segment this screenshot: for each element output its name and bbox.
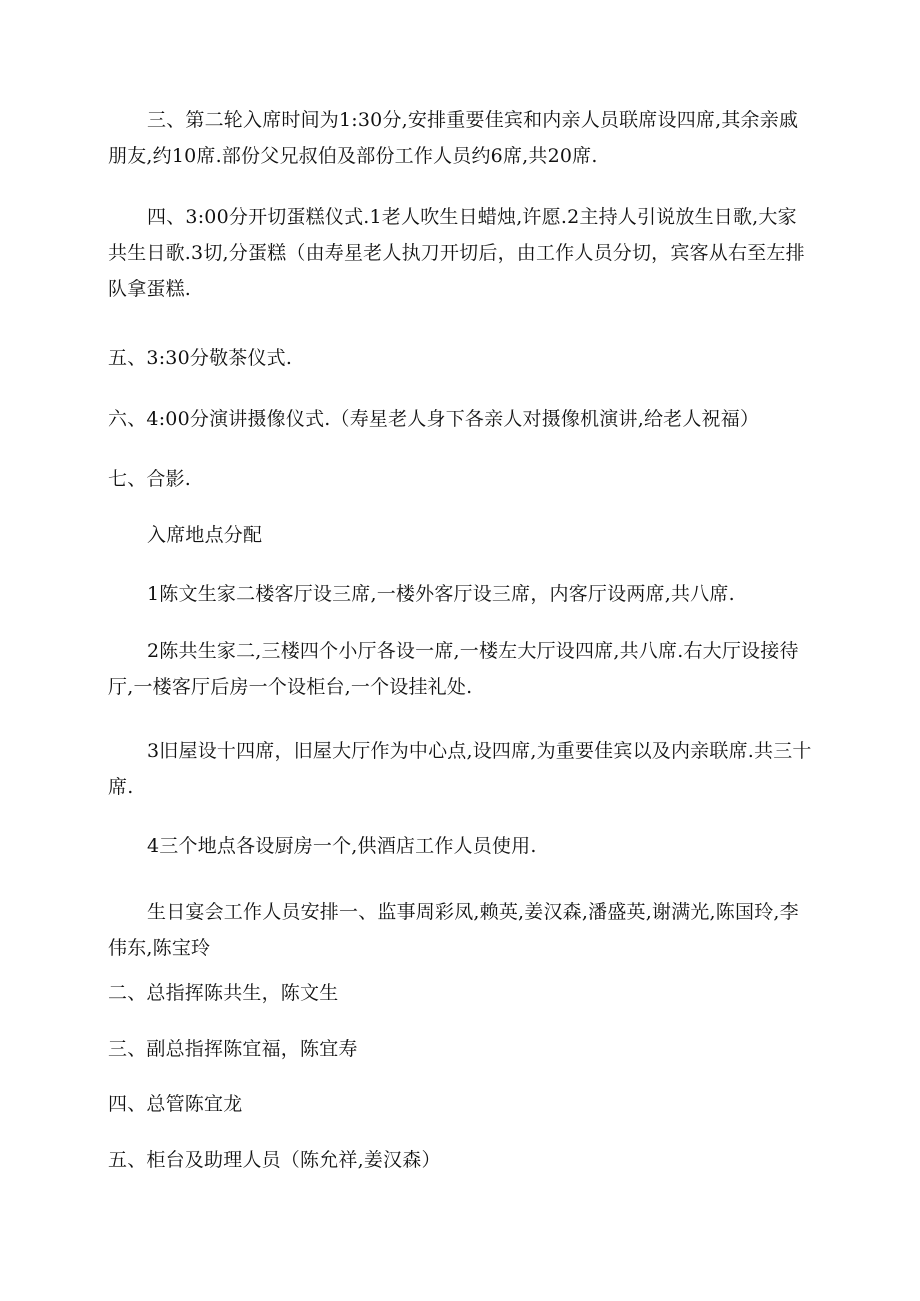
paragraph-deputy-commander: 三、副总指挥陈宜福，陈宜寿 [108,1038,358,1060]
paragraph-counter-assistants: 五、柜台及助理人员（陈允祥,姜汉森） [108,1149,441,1171]
paragraph-cake-ceremony: 四、3:00分开切蛋糕仪式.1老人吹生日蜡烛,许愿.2主持人引说放生日歌,大家共生日歌.3切,分蛋糕（由寿星老人执刀开切后，由工作人员分切，宾客从右至左排队拿蛋糕. [108,206,805,300]
paragraph-location-2: 2陈共生家二,三楼四个小厅各设一席,一楼左大厅设四席,共八席.右大厅设接待厅,一楼客厅后房一个设柜台,一个设挂礼处. [108,640,799,698]
paragraph-group-photo: 七、合影. [108,468,192,490]
paragraph-location-4: 4三个地点各设厨房一个,供酒店工作人员使用. [147,835,537,857]
paragraph-tea-ceremony: 五、3:30分敬茶仪式. [108,347,293,369]
paragraph-location-1: 1陈文生家二楼客厅设三席,一楼外客厅设三席，内客厅设两席,共八席. [147,583,735,605]
paragraph-commander: 二、总指挥陈共生，陈文生 [108,982,339,1004]
paragraph-location-3: 3旧屋设十四席，旧屋大厅作为中心点,设四席,为重要佳宾以及内亲联席.共三十席. [108,740,812,798]
paragraph-manager: 四、总管陈宜龙 [108,1093,243,1115]
paragraph-speech-video: 六、4:00分演讲摄像仪式.（寿星老人身下各亲人对摄像机演讲,给老人祝福） [108,408,760,430]
paragraph-second-round-seating: 三、第二轮入席时间为1:30分,安排重要佳宾和内亲人员联席设四席,其余亲戚朋友,约10席.部份父兄叔伯及部份工作人员约6席,共20席. [108,109,799,167]
paragraph-staff-supervisors: 生日宴会工作人员安排一、监事周彩凤,赖英,姜汉森,潘盛英,谢满光,陈国玲,李伟东,陈宝玲 [108,901,799,959]
heading-seating-locations: 入席地点分配 [147,524,263,546]
